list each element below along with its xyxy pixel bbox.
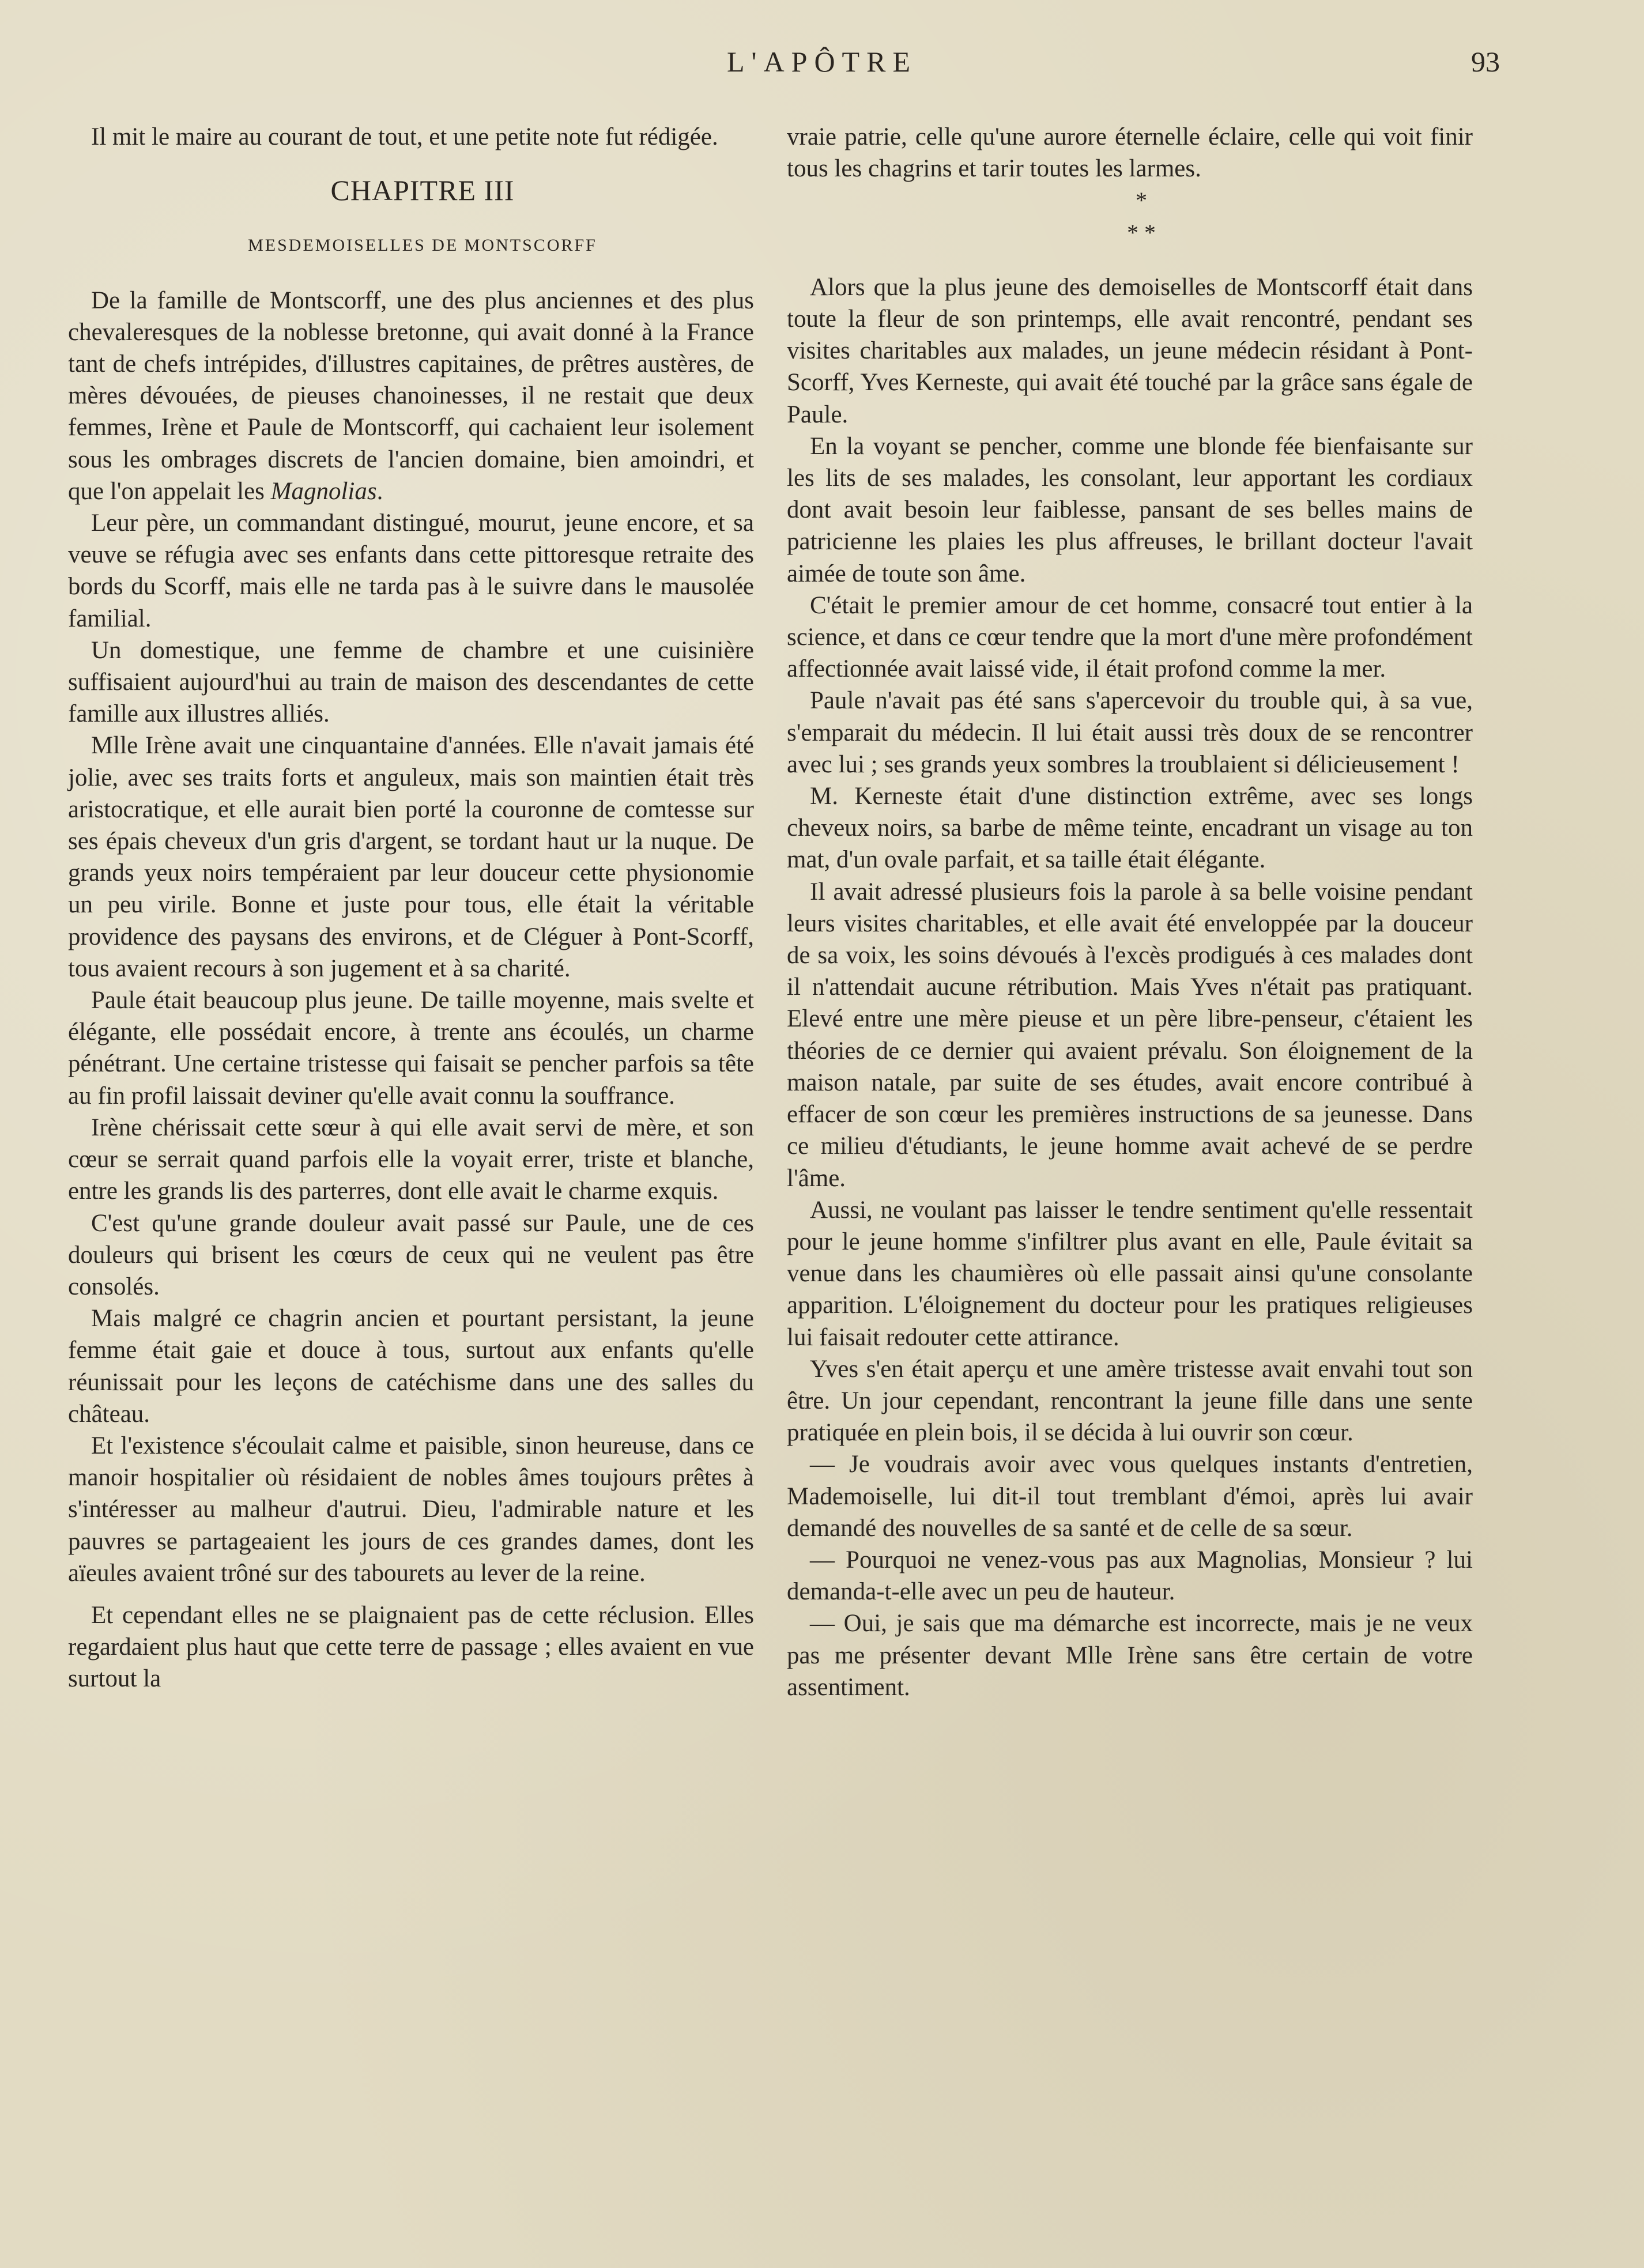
paragraph-text: De la famille de Montscorff, une des plus anciennes et des plus chevaleresques de la noblesse bretonne, qui avait donné à la France tant de chefs intrépides, d'illustres capitaines, de prêtres austères, de mères dévouées, de pieuses chanoinesses, il ne restait que deux femmes, Irène et Paule de Montscorff, qui cachaient leur isolement sous les ombrages discrets de l'ancien domaine, bien amoindri, et que l'on appelait les — [68, 286, 754, 505]
right-column — [787, 121, 1473, 1703]
dialogue-paragraph: — Je voudrais avoir avec vous quelques instants d'entretien, Mademoiselle, lui dit-il tout tremblant d'émoi, après lui avair demandé des nouvelles de sa santé et de celle de sa sœur. — [787, 1451, 1473, 1542]
paragraph: Yves s'en était aperçu et une amère tristesse avait envahi tout son être. Un jour cependant, rencontrant la jeune fille dans une sente pratiquée en plein bois, il se décida à lui ouvrir son cœur. — [787, 1355, 1473, 1447]
paragraph: C'est qu'une grande douleur avait passé sur Paule, une de ces douleurs qui brisent les cœurs de ceux qui ne veulent pas être consolés. — [68, 1209, 754, 1300]
paragraph: C'était le premier amour de cet homme, consacré tout entier à la science, et dans ce cœur tendre que la mort d'une mère profondément affectionnée avait laissé vide, il était profond comme la mer. — [787, 591, 1473, 683]
italic-text: Magnolias — [270, 477, 377, 505]
paragraph: Aussi, ne voulant pas laisser le tendre sentiment qu'elle ressentait pour le jeune homme s'infiltrer plus avant en elle, Paule évitait sa venue dans les chaumières où elle passait ainsi qu'une consolante apparition. L'éloignement du docteur pour les pratiques religieuses lui faisait redouter cette attirance. — [787, 1196, 1473, 1351]
paragraph: Mais malgré ce chagrin ancien et pourtant persistant, la jeune femme était gaie et douce à tous, surtout aux enfants qu'elle réunissait pour les leçons de catéchisme dans une des salles du château. — [68, 1305, 754, 1428]
paragraph: Et l'existence s'écoulait calme et paisible, sinon heureuse, dans ce manoir hospitalier où résidaient de nobles âmes toujours prêtes à s'intéresser au malheur d'autrui. Dieu, l'admirable nature et les pauvres se partageaient les jours de ces grandes dames, dont les aïeules avaient trôné sur des tabourets au lever de la reine. — [68, 1432, 754, 1587]
paragraph: Alors que la plus jeune des demoiselles de Montscorff était dans toute la fleur de son printemps, elle avait rencontré, pendant ses visites charitables aux malades, un jeune médecin résidant à Pont-Scorff, Yves Kerneste, qui avait été touché par la grâce sans égale de Paule. — [787, 273, 1473, 428]
dialogue-paragraph: — Pourquoi ne venez-vous pas aux Magnolias, Monsieur ? lui demanda-t-elle avec un peu de hauteur. — [787, 1546, 1473, 1606]
paragraph: Leur père, un commandant distingué, mourut, jeune encore, et sa veuve se réfugia avec ses enfants dans cette pittoresque retraite des bords du Scorff, mais elle ne tarda pas à le suivre dans le mausolée familial. — [68, 510, 754, 632]
paragraph: Un domestique, une femme de chambre et une cuisinière suffisaient aujourd'hui au train de maison des descendantes de cette famille aux illustres alliés. — [68, 636, 754, 728]
paragraph: M. Kerneste était d'une distinction extrême, avec ses longs cheveux noirs, sa barbe de même teinte, encadrant un visage au ton mat, d'un ovale parfait, et sa taille était élégante. — [787, 783, 1473, 874]
paragraph: Mlle Irène avait une cinquantaine d'années. Elle n'avait jamais été jolie, avec ses traits forts et anguleux, mais son maintien était très aristocratique, et elle aurait bien porté la couronne de comtesse sur ses épais cheveux d'un gris d'argent, se tordant haut ur la nuque. De grands yeux noirs tempéraient par leur douceur cette physionomie un peu virile. Bonne et juste pour tous, elle était la véritable providence des paysans des environs, et de Cléguer à Pont-Scorff, tous avaient recours à son jugement et à sa charité. — [68, 732, 754, 982]
left-column — [68, 121, 754, 1695]
paragraph — [68, 285, 754, 507]
continued-paragraph: vraie patrie, celle qu'une aurore éternelle éclaire, celle qui voit finir tous les chagrins et tarir toutes les larmes. — [787, 123, 1473, 183]
chapter-heading: CHAPITRE III — [330, 174, 515, 207]
running-head — [0, 45, 1644, 85]
running-title: L'APÔTRE — [726, 46, 917, 78]
intro-paragraph: Il mit le maire au courant de tout, et une petite note fut rédigée. — [91, 123, 718, 150]
dialogue-paragraph: — Oui, je sais que ma démarche est incorrecte, mais je ne veux pas me présenter devant Mlle Irène sans être certain de votre assentiment. — [787, 1610, 1473, 1701]
page-number: 93 — [1471, 46, 1500, 78]
paragraph: Il avait adressé plusieurs fois la parole à sa belle voisine pendant leurs visites charitables, et elle avait été enveloppée par la douceur de sa voix, les soins dévoués à l'excès prodigués à ces malades dont il n'attendait aucune rétribution. Mais Yves n'était pas pratiquant. Elevé entre une mère pieuse et un père libre-penseur, c'étaient les théories de ce dernier qui avaient prévalu. Son éloignement de la maison natale, par suite de ses études, avait encore contribué à effacer de son cœur les premières instructions de sa jeunesse. Dans ce milieu d'étudiants, le jeune homme avait achevé de se perdre l'âme. — [787, 878, 1473, 1192]
paragraph: Paule était beaucoup plus jeune. De taille moyenne, mais svelte et élégante, elle possédait encore, à trente ans écoulés, un charme pénétrant. Une certaine tristesse qui faisait se pencher parfois sa tête au fin profil laissait deviner qu'elle avait connu la souffrance. — [68, 987, 754, 1110]
paragraph: Et cependant elles ne se plaignaient pas de cette réclusion. Elles regardaient plus haut que cette terre de passage ; elles avaient en vue surtout la — [68, 1601, 754, 1693]
section-break-stars: * * — [1127, 219, 1156, 246]
paragraph-text: . — [376, 477, 383, 505]
paragraph: En la voyant se pencher, comme une blonde fée bienfaisante sur les lits de ses malades, les consolant, leur apportant les cordiaux dont avait besoin leur faiblesse, pansant de ses belles mains de patricienne les plaies les plus affreuses, le brillant docteur l'avait aimée de toute son âme. — [787, 432, 1473, 587]
section-break-star: * — [1136, 187, 1147, 214]
paragraph: Paule n'avait pas été sans s'apercevoir du trouble qui, à sa vue, s'emparait du médecin. Il lui était aussi très doux de se rencontrer avec lui ; ses grands yeux sombres la troublaient si délicieusement ! — [787, 687, 1473, 778]
chapter-subtitle: MESDEMOISELLES DE MONTSCORFF — [248, 236, 597, 255]
paragraph: Irène chérissait cette sœur à qui elle avait servi de mère, et son cœur se serrait quand parfois elle la voyait errer, triste et blanche, entre les grands lis des parterres, dont elle avait le charme exquis. — [68, 1114, 754, 1205]
